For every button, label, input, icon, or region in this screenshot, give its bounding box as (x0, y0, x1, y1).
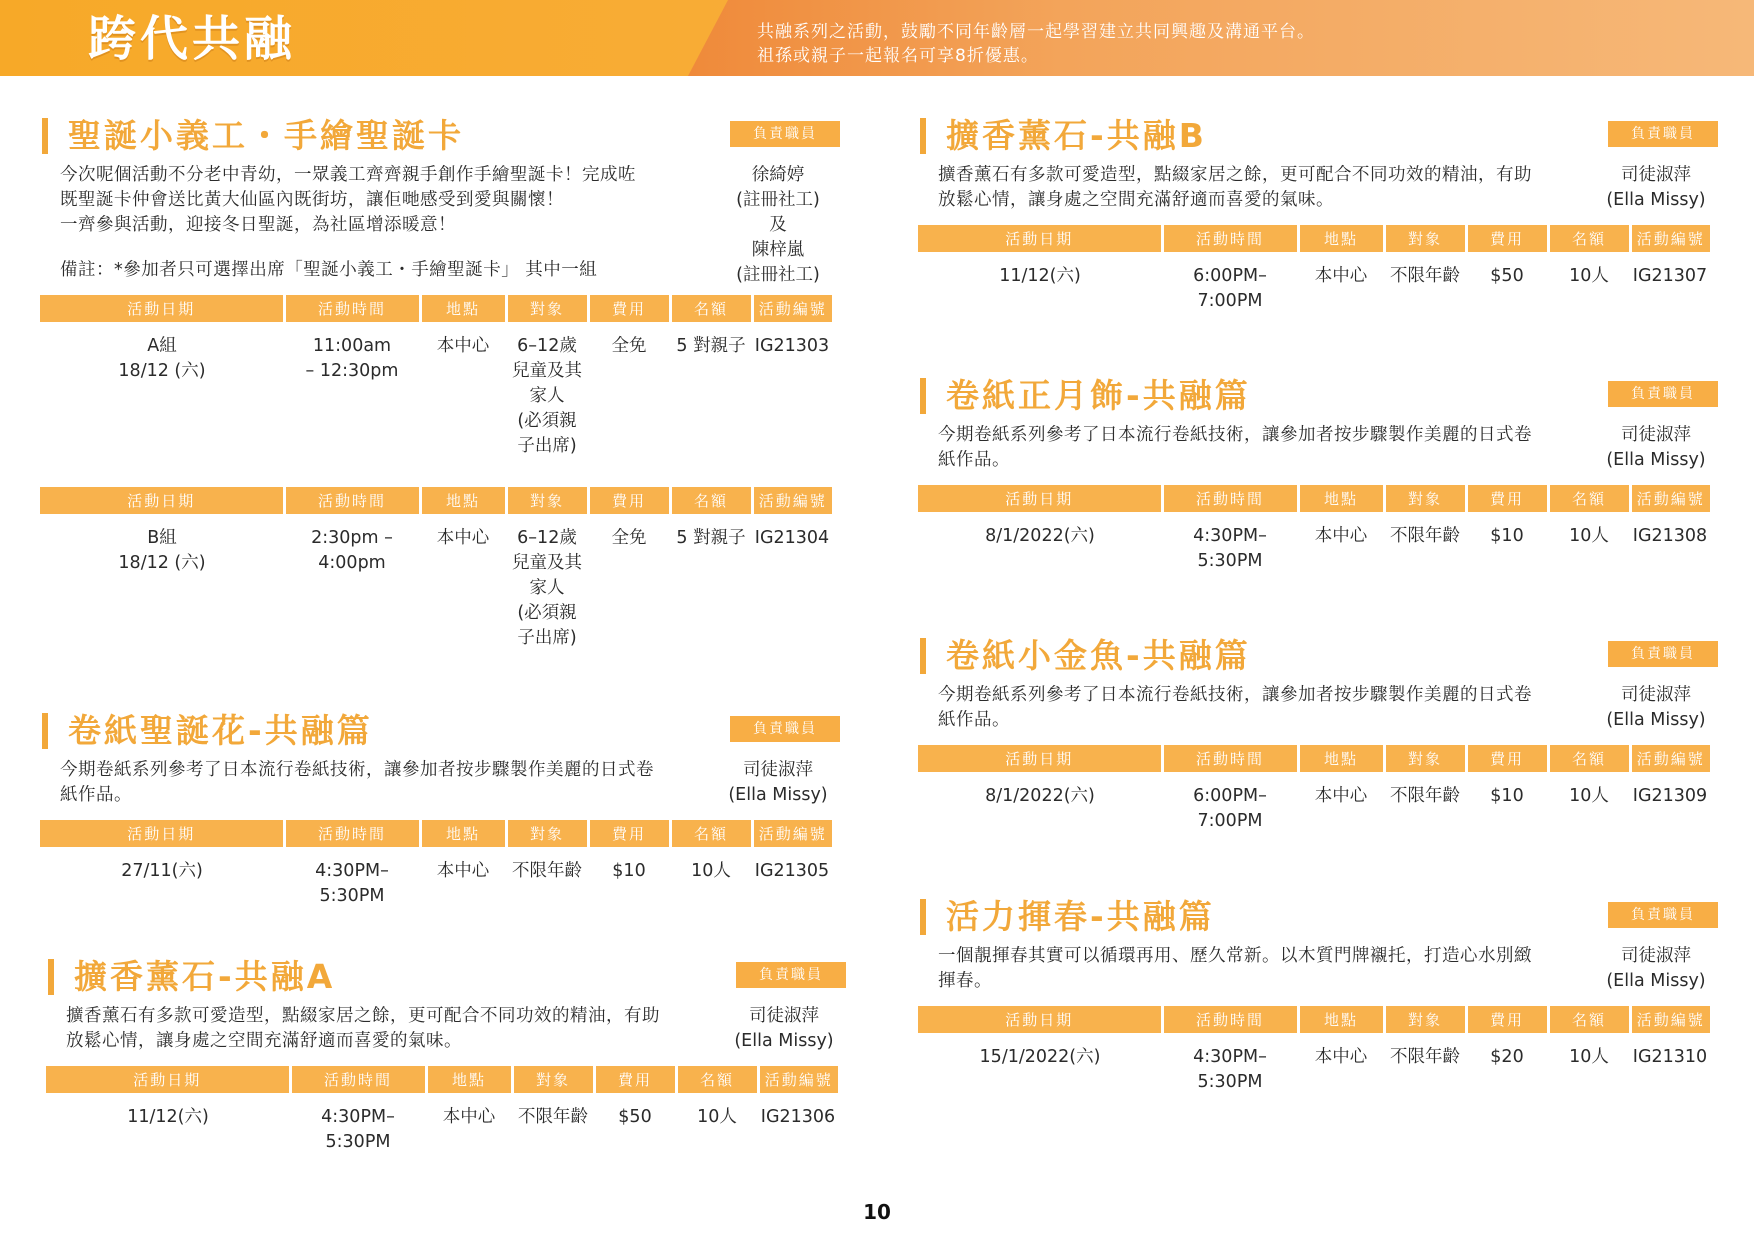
activity-time-line: 6:00PM– (1193, 786, 1267, 806)
target-line: 不限年齡 (1390, 786, 1460, 806)
header-code: 活動編號 (758, 1066, 838, 1093)
target-line: 不限年齡 (512, 861, 582, 881)
activity-date-cell (918, 252, 1162, 314)
description-line: 放鬆心情，讓身處之空間充滿舒適而喜愛的氣味。 (938, 190, 1334, 210)
staff-badge: 負責職員 (1608, 381, 1718, 407)
activity-time-line: 6:00PM– (1193, 266, 1267, 286)
description-line: 今期卷紙系列參考了日本流行卷紙技術，讓參加者按步驟製作美麗的日式卷 (60, 760, 654, 780)
activity-date-line: 8/1/2022(六) (985, 526, 1095, 546)
staff-name (1594, 944, 1718, 994)
activity-time-line: 4:30PM– (315, 861, 389, 881)
header-target: 對象 (506, 487, 588, 514)
description-line: 今次呢個活動不分老中青幼，一眾義工齊齊親手創作手繪聖誕卡！完成咗 (60, 165, 636, 185)
header-date: 活動日期 (40, 820, 284, 847)
description-line: 紙作品。 (938, 450, 1010, 470)
quota-cell: 10人 (1569, 526, 1609, 546)
activity-description (938, 423, 1578, 473)
activity-time-cell (1162, 1033, 1298, 1095)
header-venue: 地點 (420, 487, 506, 514)
description-row (918, 683, 1718, 733)
activity-date-cell (918, 512, 1162, 574)
table-header-row (40, 820, 832, 847)
table-row (40, 847, 832, 909)
staff-name-line: 徐綺婷 (751, 165, 805, 185)
header-target: 對象 (1384, 745, 1466, 772)
activity-table (46, 1066, 838, 1155)
activity-time-cell (290, 1093, 426, 1155)
table-header-row (40, 295, 832, 322)
activity-table (40, 487, 832, 651)
venue-cell: 本中心 (1314, 786, 1368, 806)
activity-table (918, 485, 1710, 574)
header-fee: 費用 (1466, 745, 1548, 772)
header-venue: 地點 (1298, 225, 1384, 252)
header-code: 活動編號 (752, 820, 832, 847)
header-code: 活動編號 (1630, 1006, 1710, 1033)
quota-cell: 10人 (1569, 786, 1609, 806)
header-fee: 費用 (588, 295, 670, 322)
header-time: 活動時間 (290, 1066, 426, 1093)
header-venue: 地點 (420, 295, 506, 322)
activity-date-line: 15/1/2022(六) (979, 1047, 1101, 1067)
activity-description (938, 944, 1578, 994)
description-line: 紙作品。 (60, 785, 132, 805)
activity-table (918, 1006, 1710, 1095)
target-line: 子出席) (517, 628, 577, 648)
target-cell (1384, 772, 1466, 834)
activity-title: 活力揮春-共融篇 (946, 897, 1215, 936)
header-venue: 地點 (1298, 745, 1384, 772)
activity-date-line: 11/12(六) (999, 266, 1081, 286)
header-time: 活動時間 (1162, 485, 1298, 512)
activity-time-line: 7:00PM (1197, 291, 1263, 311)
header-time: 活動時間 (284, 295, 420, 322)
staff-name-line: (註冊社工) (736, 190, 820, 210)
staff-name-line: 司徒淑萍 (1621, 425, 1691, 445)
activity-time-cell (1162, 512, 1298, 574)
table-header-row (918, 1006, 1710, 1033)
header-target: 對象 (512, 1066, 594, 1093)
quota-cell: 10人 (1569, 1047, 1609, 1067)
activity-title: 卷紙正月飾-共融篇 (946, 376, 1251, 415)
target-line: 不限年齡 (1390, 1047, 1460, 1067)
table-header-row (40, 487, 832, 514)
activity-date-line: 8/1/2022(六) (985, 786, 1095, 806)
title-accent-bar (920, 378, 926, 414)
activity-time-cell (284, 847, 420, 909)
activity-section (40, 115, 840, 651)
description-row (40, 758, 840, 808)
header-date: 活動日期 (918, 745, 1162, 772)
banner-note (757, 20, 1315, 68)
description-line: 擴香薰石有多款可愛造型，點綴家居之餘，更可配合不同功效的精油，有助 (938, 165, 1532, 185)
description-row (918, 163, 1718, 213)
staff-name-line: 陳梓嵐 (751, 240, 805, 260)
activity-time-cell (284, 514, 420, 651)
activity-time-line: – 12:30pm (305, 361, 399, 381)
staff-name-line: 司徒淑萍 (1621, 946, 1691, 966)
page-number: 10 (863, 1200, 891, 1224)
quota-cell: 5 對親子 (676, 336, 746, 356)
header-venue: 地點 (1298, 485, 1384, 512)
header-fee: 費用 (1466, 1006, 1548, 1033)
activity-date-cell (40, 847, 284, 909)
table-row (46, 1093, 838, 1155)
header-date: 活動日期 (40, 487, 284, 514)
activity-title-row (918, 115, 1718, 159)
header-code: 活動編號 (1630, 485, 1710, 512)
header-date: 活動日期 (40, 295, 284, 322)
header-code: 活動編號 (1630, 225, 1710, 252)
header-fee: 費用 (594, 1066, 676, 1093)
staff-name-line: (註冊社工) (736, 265, 820, 285)
banner-note-line: 祖孫或親子一起報名可享8折優惠。 (757, 46, 1039, 66)
title-accent-bar (42, 118, 48, 154)
activity-time-line: 5:30PM (1197, 551, 1263, 571)
target-cell (1384, 1033, 1466, 1095)
activity-section (918, 635, 1718, 834)
activity-date-cell (918, 1033, 1162, 1095)
table-row (918, 772, 1710, 834)
staff-name-line: (Ella Missy) (1606, 190, 1706, 210)
venue-cell: 本中心 (436, 861, 490, 881)
staff-name (1594, 683, 1718, 733)
staff-name-line: (Ella Missy) (734, 1031, 834, 1051)
header-quota: 名額 (670, 295, 752, 322)
staff-badge: 負責職員 (1608, 902, 1718, 928)
target-line: 家人 (529, 578, 565, 598)
staff-name-line: 司徒淑萍 (1621, 685, 1691, 705)
target-cell (512, 1093, 594, 1155)
activity-section (918, 115, 1718, 314)
target-line: 兒童及其 (512, 361, 582, 381)
activity-code-cell: IG21306 (760, 1107, 836, 1127)
remark-text: 備註：*參加者只可選擇出席「聖誕小義工・手繪聖誕卡」 其中一組 (60, 260, 598, 280)
table-header-row (918, 485, 1710, 512)
staff-badge: 負責職員 (730, 121, 840, 147)
activity-time-line: 5:30PM (319, 886, 385, 906)
header-quota: 名額 (670, 820, 752, 847)
staff-name (722, 1004, 846, 1054)
description-line: 既聖誕卡仲會送比黃大仙區內既街坊，讓佢哋感受到愛與關懷！ (60, 190, 564, 210)
description-line: 揮春。 (938, 971, 992, 991)
activity-time-line: 11:00am (312, 336, 392, 356)
title-accent-bar (48, 959, 54, 995)
banner-note-line: 共融系列之活動，鼓勵不同年齡層一起學習建立共同興趣及溝通平台。 (757, 22, 1315, 42)
activity-table (918, 745, 1710, 834)
activity-description (60, 758, 700, 808)
header-quota: 名額 (1548, 225, 1630, 252)
header-quota: 名額 (1548, 745, 1630, 772)
quota-cell: 5 對親子 (676, 528, 746, 548)
header-time: 活動時間 (1162, 225, 1298, 252)
staff-name (716, 163, 840, 288)
header-target: 對象 (1384, 225, 1466, 252)
fee-cell: $50 (1490, 266, 1524, 286)
activity-title-row (40, 710, 840, 754)
staff-badge: 負責職員 (736, 962, 846, 988)
activity-date-cell (40, 322, 284, 459)
activity-date-line: 27/11(六) (121, 861, 203, 881)
activity-time-line: 4:00pm (318, 553, 386, 573)
fee-cell: 全免 (611, 336, 647, 356)
header-date: 活動日期 (918, 485, 1162, 512)
activity-description (60, 163, 700, 283)
activity-table (918, 225, 1710, 314)
target-cell (506, 514, 588, 651)
fee-cell: $10 (1490, 786, 1524, 806)
description-line: 一個靚揮春其實可以循環再用、歷久常新。以木質門牌襯托，打造心水別緻 (938, 946, 1532, 966)
activity-time-line: 4:30PM– (1193, 526, 1267, 546)
header-venue: 地點 (426, 1066, 512, 1093)
activity-time-line: 5:30PM (1197, 1072, 1263, 1092)
description-line: 放鬆心情，讓身處之空間充滿舒適而喜愛的氣味。 (66, 1031, 462, 1051)
table-row (918, 1033, 1710, 1095)
target-line: 6–12歲 (517, 528, 577, 548)
staff-name (1594, 163, 1718, 213)
header-date: 活動日期 (918, 1006, 1162, 1033)
activity-section (918, 375, 1718, 574)
staff-badge: 負責職員 (1608, 641, 1718, 667)
activity-date-cell (40, 514, 284, 651)
activity-time-line: 2:30pm – (311, 528, 393, 548)
activity-code-cell: IG21310 (1632, 1047, 1708, 1067)
venue-cell: 本中心 (436, 528, 490, 548)
title-accent-bar (42, 713, 48, 749)
activity-section (918, 896, 1718, 1095)
header-quota: 名額 (670, 487, 752, 514)
staff-name (716, 758, 840, 808)
fee-cell: $10 (1490, 526, 1524, 546)
target-cell (506, 322, 588, 459)
activity-code-cell: IG21307 (1632, 266, 1708, 286)
description-row (918, 423, 1718, 473)
staff-name-line: 及 (769, 215, 787, 235)
header-target: 對象 (506, 295, 588, 322)
target-line: 兒童及其 (512, 553, 582, 573)
activity-code-cell: IG21303 (754, 336, 830, 356)
header-time: 活動時間 (1162, 745, 1298, 772)
table-row (40, 322, 832, 459)
header-fee: 費用 (588, 820, 670, 847)
header-target: 對象 (506, 820, 588, 847)
title-accent-bar (920, 899, 926, 935)
activity-time-line: 7:00PM (1197, 811, 1263, 831)
activity-code-cell: IG21308 (1632, 526, 1708, 546)
quota-cell: 10人 (697, 1107, 737, 1127)
target-line: 子出席) (517, 436, 577, 456)
activity-date-cell (46, 1093, 290, 1155)
activity-date-line: B組 (147, 528, 177, 548)
fee-cell: $10 (612, 861, 646, 881)
activity-code-cell: IG21305 (754, 861, 830, 881)
activity-title: 卷紙聖誕花-共融篇 (68, 711, 373, 750)
staff-name-line: (Ella Missy) (1606, 971, 1706, 991)
activity-title-row (918, 375, 1718, 419)
table-row (40, 514, 832, 651)
header-venue: 地點 (1298, 1006, 1384, 1033)
activity-date-cell (918, 772, 1162, 834)
activity-date-line: 18/12 (六) (118, 361, 206, 381)
description-row (46, 1004, 846, 1054)
header-venue: 地點 (420, 820, 506, 847)
description-row (918, 944, 1718, 994)
target-line: 不限年齡 (1390, 266, 1460, 286)
venue-cell: 本中心 (1314, 1047, 1368, 1067)
table-row (918, 512, 1710, 574)
staff-name-line: 司徒淑萍 (1621, 165, 1691, 185)
activity-date-line: 18/12 (六) (118, 553, 206, 573)
header-quota: 名額 (676, 1066, 758, 1093)
header-quota: 名額 (1548, 1006, 1630, 1033)
venue-cell: 本中心 (1314, 526, 1368, 546)
header-code: 活動編號 (752, 487, 832, 514)
staff-name-line: (Ella Missy) (1606, 450, 1706, 470)
page-banner (0, 0, 1754, 76)
activity-title-row (46, 956, 846, 1000)
header-date: 活動日期 (46, 1066, 290, 1093)
table-header-row (918, 745, 1710, 772)
description-row (40, 163, 840, 283)
activity-time-cell (1162, 252, 1298, 314)
header-fee: 費用 (1466, 485, 1548, 512)
activity-section (46, 956, 846, 1155)
description-line: 一齊參與活動，迎接冬日聖誕，為社區增添暖意！ (60, 215, 456, 235)
activity-date-line: 11/12(六) (127, 1107, 209, 1127)
venue-cell: 本中心 (442, 1107, 496, 1127)
title-accent-bar (920, 638, 926, 674)
header-time: 活動時間 (284, 487, 420, 514)
activity-time-line: 4:30PM– (321, 1107, 395, 1127)
venue-cell: 本中心 (1314, 266, 1368, 286)
venue-cell: 本中心 (436, 336, 490, 356)
header-code: 活動編號 (1630, 745, 1710, 772)
staff-name-line: (Ella Missy) (1606, 710, 1706, 730)
target-line: (必須親 (517, 411, 577, 431)
activity-code-cell: IG21304 (754, 528, 830, 548)
target-line: 不限年齡 (518, 1107, 588, 1127)
activity-title-row (40, 115, 840, 159)
table-row (918, 252, 1710, 314)
fee-cell: $50 (618, 1107, 652, 1127)
target-cell (1384, 512, 1466, 574)
activity-time-cell (1162, 772, 1298, 834)
target-line: 家人 (529, 386, 565, 406)
header-target: 對象 (1384, 485, 1466, 512)
staff-name (1594, 423, 1718, 473)
header-quota: 名額 (1548, 485, 1630, 512)
header-date: 活動日期 (918, 225, 1162, 252)
header-fee: 費用 (588, 487, 670, 514)
fee-cell: $20 (1490, 1047, 1524, 1067)
target-cell (1384, 252, 1466, 314)
description-line: 擴香薰石有多款可愛造型，點綴家居之餘，更可配合不同功效的精油，有助 (66, 1006, 660, 1026)
header-target: 對象 (1384, 1006, 1466, 1033)
staff-badge: 負責職員 (1608, 121, 1718, 147)
target-cell (506, 847, 588, 909)
activity-date-line: A組 (147, 336, 177, 356)
activity-title: 擴香薰石-共融A (74, 957, 336, 996)
quota-cell: 10人 (691, 861, 731, 881)
target-line: 6–12歲 (517, 336, 577, 356)
activity-time-line: 4:30PM– (1193, 1047, 1267, 1067)
header-fee: 費用 (1466, 225, 1548, 252)
banner-title: 跨代共融 (88, 11, 297, 67)
staff-name-line: (Ella Missy) (728, 785, 828, 805)
staff-badge: 負責職員 (730, 716, 840, 742)
activity-table (40, 295, 832, 459)
description-line: 今期卷紙系列參考了日本流行卷紙技術，讓參加者按步驟製作美麗的日式卷 (938, 685, 1532, 705)
activity-code-cell: IG21309 (1632, 786, 1708, 806)
activity-description (938, 683, 1578, 733)
activity-title: 聖誕小義工・手繪聖誕卡 (68, 116, 464, 155)
activity-title-row (918, 635, 1718, 679)
header-time: 活動時間 (284, 820, 420, 847)
activity-title: 擴香薰石-共融B (946, 116, 1207, 155)
activity-time-line: 5:30PM (325, 1132, 391, 1152)
staff-name-line: 司徒淑萍 (749, 1006, 819, 1026)
table-header-row (918, 225, 1710, 252)
activity-section (40, 710, 840, 909)
title-accent-bar (920, 118, 926, 154)
activity-title-row (918, 896, 1718, 940)
activity-title: 卷紙小金魚-共融篇 (946, 636, 1251, 675)
table-header-row (46, 1066, 838, 1093)
activity-time-cell (284, 322, 420, 459)
fee-cell: 全免 (611, 528, 647, 548)
activity-description (938, 163, 1578, 213)
activity-table (40, 820, 832, 909)
target-line: 不限年齡 (1390, 526, 1460, 546)
target-line: (必須親 (517, 603, 577, 623)
description-line: 今期卷紙系列參考了日本流行卷紙技術，讓參加者按步驟製作美麗的日式卷 (938, 425, 1532, 445)
description-line: 紙作品。 (938, 710, 1010, 730)
activity-description (66, 1004, 706, 1054)
header-time: 活動時間 (1162, 1006, 1298, 1033)
staff-name-line: 司徒淑萍 (743, 760, 813, 780)
quota-cell: 10人 (1569, 266, 1609, 286)
header-code: 活動編號 (752, 295, 832, 322)
